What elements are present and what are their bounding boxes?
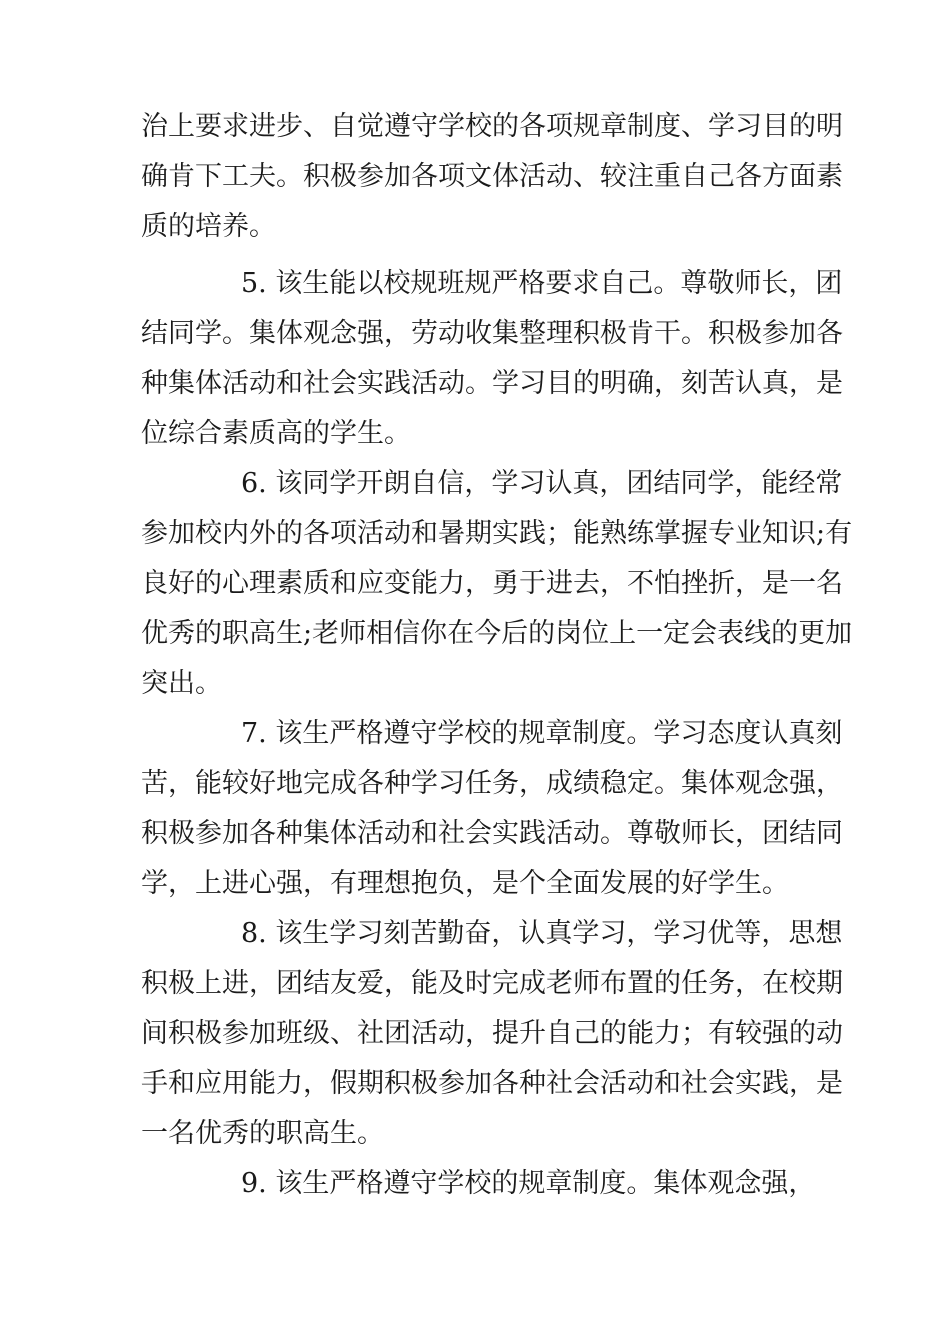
text-line: 位综合素质高的学生。 xyxy=(141,418,411,449)
text-line: 质的培养。 xyxy=(141,211,276,242)
paragraph-8-first-line: 8. 该生学习刻苦勤奋，认真学习，学习优等，思想 xyxy=(241,918,843,949)
text-line: 参加校内外的各项活动和暑期实践；能熟练掌握专业知识;有 xyxy=(141,518,853,549)
text-line: 结同学。集体观念强，劳动收集整理积极肯干。积极参加各 xyxy=(141,318,843,349)
text-line: 手和应用能力，假期积极参加各种社会活动和社会实践，是 xyxy=(141,1068,843,1099)
text-line: 间积极参加班级、社团活动，提升自己的能力；有较强的动 xyxy=(141,1018,843,1049)
text-line: 优秀的职高生;老师相信你在今后的岗位上一定会表线的更加 xyxy=(141,618,853,649)
text-line: 治上要求进步、自觉遵守学校的各项规章制度、学习目的明 xyxy=(141,111,843,142)
text-line: 良好的心理素质和应变能力，勇于进去，不怕挫折，是一名 xyxy=(141,568,843,599)
paragraph-9-first-line: 9. 该生严格遵守学校的规章制度。集体观念强， xyxy=(241,1168,816,1199)
paragraph-5-first-line: 5. 该生能以校规班规严格要求自己。尊敬师长，团 xyxy=(241,268,843,299)
text-line: 种集体活动和社会实践活动。学习目的明确，刻苦认真，是 xyxy=(141,368,843,399)
text-line: 确肯下工夫。积极参加各项文体活动、较注重自己各方面素 xyxy=(141,161,843,192)
paragraph-7-first-line: 7. 该生严格遵守学校的规章制度。学习态度认真刻 xyxy=(241,718,843,749)
text-line: 积极参加各种集体活动和社会实践活动。尊敬师长，团结同 xyxy=(141,818,843,849)
text-line: 突出。 xyxy=(141,668,222,699)
paragraph-6-first-line: 6. 该同学开朗自信，学习认真，团结同学，能经常 xyxy=(241,468,843,499)
text-line: 苦，能较好地完成各种学习任务，成绩稳定。集体观念强， xyxy=(141,768,843,799)
text-line: 学，上进心强，有理想抱负，是个全面发展的好学生。 xyxy=(141,868,789,899)
text-line: 一名优秀的职高生。 xyxy=(141,1118,384,1149)
text-line: 积极上进，团结友爱，能及时完成老师布置的任务，在校期 xyxy=(141,968,843,999)
